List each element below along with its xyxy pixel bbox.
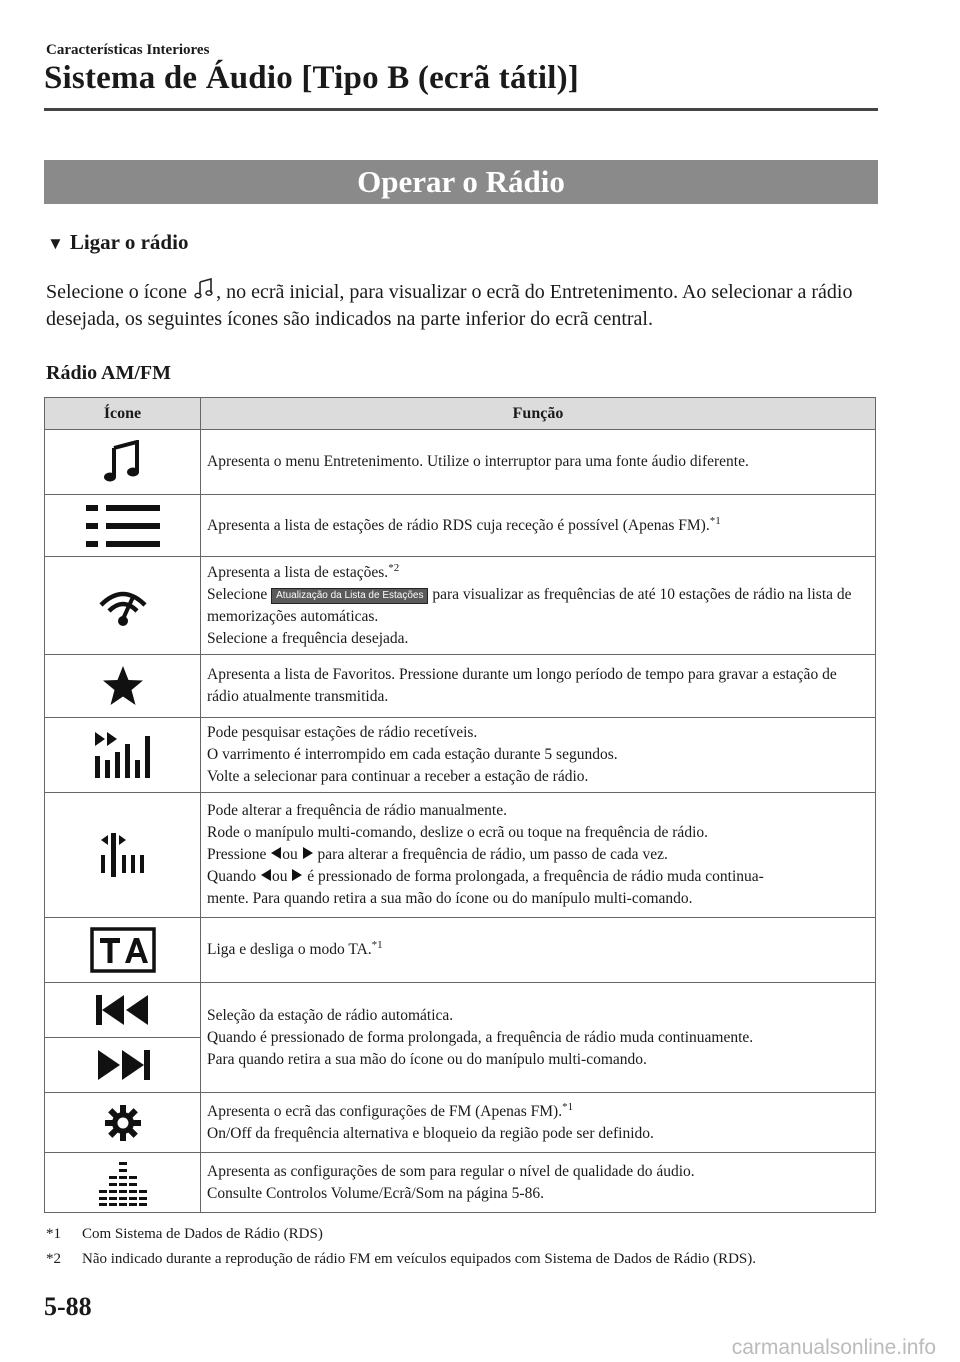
seek-forward-icon bbox=[94, 1047, 152, 1083]
function-line: Rode o manípulo multi-comando, deslize o ecrã ou toque na frequência de rádio. bbox=[207, 824, 708, 841]
table-row bbox=[45, 983, 876, 1093]
header-icon: Ícone bbox=[45, 398, 201, 430]
function-line: Consulte Controlos Volume/Ecrã/Som na página 5-86. bbox=[207, 1184, 544, 1202]
seek-forward-cell bbox=[45, 1038, 200, 1092]
table-row bbox=[45, 430, 876, 495]
icon-cell bbox=[45, 495, 201, 557]
function-text: Apresenta o menu Entretenimento. Utilize o interruptor para uma fonte áudio diferente. bbox=[207, 453, 749, 470]
intro-text-after: , no ecrã inicial, para visualizar o ecrã do Entretenimento. Ao selecionar a rádio desejada, os seguintes ícones são indicados na parte inferior do ecrã central. bbox=[46, 281, 853, 330]
function-line: Volte a selecionar para continuar a receber a estação de rádio. bbox=[207, 768, 589, 785]
function-line: Selecione Atualização da Lista de Estações para visualizar as frequências de até 10 estações de rádio na lista de memorizações automáticas. bbox=[207, 585, 852, 625]
broadcast-icon bbox=[96, 583, 150, 629]
intro-text-before: Selecione o ícone bbox=[46, 281, 188, 303]
footnote-ref: *1 bbox=[709, 514, 721, 527]
subsection-heading-text: Ligar o rádio bbox=[69, 230, 189, 254]
icon-cell bbox=[45, 983, 201, 1093]
seek-back-cell bbox=[45, 983, 200, 1038]
table-row bbox=[45, 718, 876, 793]
subsection-heading bbox=[47, 230, 188, 255]
function-cell bbox=[201, 655, 876, 718]
entertainment-note-icon bbox=[193, 278, 215, 300]
footnote-ref: *2 bbox=[388, 561, 400, 574]
arrow-left-icon bbox=[260, 868, 272, 882]
sound-settings-icon bbox=[95, 1160, 151, 1206]
function-cell bbox=[201, 1153, 876, 1213]
function-text: Liga e desliga o modo TA. bbox=[207, 941, 372, 958]
icon-cell bbox=[45, 718, 201, 793]
function-line: Selecione a frequência desejada. bbox=[207, 629, 409, 647]
table-row bbox=[45, 918, 876, 983]
function-text: Apresenta a lista de Favoritos. Pressione durante um longo período de tempo para gravar a estação de rádio atualmente transmitida. bbox=[207, 666, 837, 705]
intro-paragraph bbox=[46, 278, 876, 333]
function-line: Quando ou é pressionado de forma prolongada, a frequência de rádio muda continua- bbox=[207, 868, 764, 885]
ta-icon bbox=[90, 927, 156, 973]
icon-cell bbox=[45, 655, 201, 718]
table-row bbox=[45, 1153, 876, 1213]
update-station-list-button[interactable]: Atualização da Lista de Estações bbox=[271, 588, 428, 604]
table-header-row bbox=[45, 398, 876, 430]
star-icon bbox=[101, 665, 145, 707]
watermark: carmanualsonline.info bbox=[731, 1336, 936, 1359]
function-line: Apresenta o ecrã das configurações de FM (Apenas FM).$^{*1}$ bbox=[207, 1100, 574, 1120]
function-line: Seleção da estação de rádio automática. bbox=[207, 1006, 454, 1024]
chapter-title: Sistema de Áudio [Tipo B (ecrã tátil)] bbox=[44, 60, 579, 96]
icon-cell bbox=[45, 793, 201, 918]
function-line: Pode pesquisar estações de rádio recetíveis. bbox=[207, 724, 478, 741]
table-row bbox=[45, 793, 876, 918]
function-line: Apresenta a lista de estações.$^{*2}$ bbox=[207, 561, 400, 581]
table-row bbox=[45, 655, 876, 718]
footnote: *1 Com Sistema de Dados de Rádio (RDS) bbox=[46, 1226, 323, 1242]
function-cell bbox=[201, 793, 876, 918]
station-list-icon bbox=[84, 503, 162, 549]
icon-cell bbox=[45, 1093, 201, 1153]
icon-cell bbox=[45, 557, 201, 655]
icon-cell bbox=[45, 918, 201, 983]
radio-am-fm-heading: Rádio AM/FM bbox=[46, 362, 171, 384]
function-line: Quando é pressionado de forma prolongada, a frequência de rádio muda continuamente. bbox=[207, 1028, 754, 1046]
seek-back-icon bbox=[94, 992, 152, 1028]
chapter-rule bbox=[44, 108, 878, 111]
gear-icon bbox=[103, 1103, 143, 1143]
page-number: 5-88 bbox=[44, 1292, 92, 1321]
table-row bbox=[45, 1093, 876, 1153]
table-row bbox=[45, 557, 876, 655]
function-cell bbox=[201, 430, 876, 495]
header-function: Função bbox=[201, 398, 876, 430]
footnote: *2 Não indicado durante a reprodução de rádio FM em veículos equipados com Sistema de Dados de Rádio (RDS). bbox=[46, 1251, 756, 1267]
footnote-ref: *1 bbox=[562, 1100, 574, 1113]
function-line: On/Off da frequência alternativa e bloqueio da região pode ser definido. bbox=[207, 1124, 654, 1142]
icon-cell bbox=[45, 1153, 201, 1213]
function-line: Para quando retira a sua mão do ícone ou do manípulo multi-comando. bbox=[207, 1050, 647, 1068]
function-cell bbox=[201, 495, 876, 557]
function-line: O varrimento é interrompido em cada estação durante 5 segundos. bbox=[207, 746, 618, 763]
function-cell bbox=[201, 557, 876, 655]
function-line: mente. Para quando retira a sua mão do ícone ou do manípulo multi-comando. bbox=[207, 890, 693, 907]
function-line: Apresenta as configurações de som para regular o nível de qualidade do áudio. bbox=[207, 1162, 695, 1180]
icon-cell bbox=[45, 430, 201, 495]
arrow-right-icon bbox=[291, 868, 303, 882]
function-cell bbox=[201, 1093, 876, 1153]
footnotes bbox=[46, 1222, 756, 1272]
function-line: Pode alterar a frequência de rádio manualmente. bbox=[207, 802, 507, 819]
function-line: Pressione ou para alterar a frequência de rádio, um passo de cada vez. bbox=[207, 846, 668, 863]
scan-icon bbox=[93, 730, 153, 780]
function-text: Apresenta a lista de estações de rádio RDS cuja receção é possível (Apenas FM). bbox=[207, 516, 710, 534]
function-cell bbox=[201, 718, 876, 793]
triangle-bullet-icon: ▼ bbox=[47, 234, 64, 253]
function-cell bbox=[201, 983, 876, 1093]
section-banner: Operar o Rádio bbox=[44, 160, 878, 204]
music-note-icon bbox=[103, 440, 143, 484]
section-label: Características Interiores bbox=[46, 42, 210, 58]
arrow-left-icon bbox=[270, 846, 282, 860]
icon-function-table bbox=[44, 397, 876, 1213]
table-row bbox=[45, 495, 876, 557]
footnote-ref: *1 bbox=[371, 938, 383, 951]
manual-tune-icon bbox=[99, 833, 147, 877]
arrow-right-icon bbox=[302, 846, 314, 860]
function-cell bbox=[201, 918, 876, 983]
